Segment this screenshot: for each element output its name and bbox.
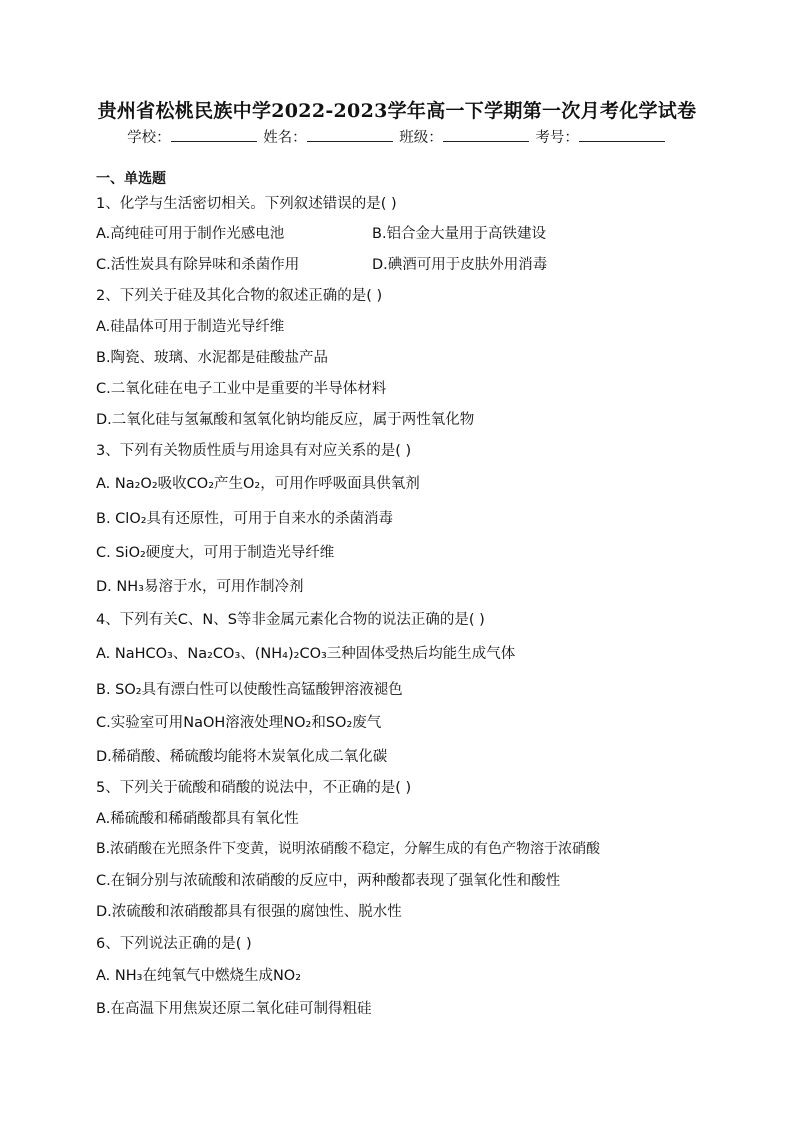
class-label: 班级： (399, 130, 443, 146)
exam-number-label: 考号： (535, 130, 579, 146)
question-5-option-a: A.稀硫酸和稀硝酸都具有氧化性 (96, 811, 299, 827)
question-1-option-c: C.活性炭具有除异味和杀菌作用 (96, 257, 300, 273)
question-4-stem: 4、下列有关C、N、S等非金属元素化合物的说法正确的是( ) (96, 612, 485, 628)
question-3-option-b: B. ClO₂具有还原性，可用于自来水的杀菌消毒 (96, 511, 394, 527)
question-6-stem: 6、下列说法正确的是( ) (96, 936, 252, 952)
question-2-stem: 2、下列关于硅及其化合物的叙述正确的是( ) (96, 288, 383, 304)
question-5-option-d: D.浓硫酸和浓硝酸都具有很强的腐蚀性、脱水性 (96, 904, 402, 920)
question-3-option-c: C. SiO₂硬度大，可用于制造光导纤维 (96, 545, 335, 561)
exam-title: 贵州省松桃民族中学2022-2023学年高一下学期第一次月考化学试卷 (97, 100, 697, 122)
school-label: 学校： (127, 130, 171, 146)
school-blank (171, 127, 257, 142)
question-2-option-d: D.二氧化硅与氢氟酸和氢氧化钠均能反应，属于两性氧化物 (96, 412, 475, 428)
question-4-option-c: C.实验室可用NaOH溶液处理NO₂和SO₂废气 (96, 715, 382, 731)
question-1-options-row-1 (96, 222, 716, 243)
name-label: 姓名： (263, 130, 307, 146)
question-4-option-d: D.稀硝酸、稀硫酸均能将木炭氧化成二氧化碳 (96, 749, 388, 765)
name-blank (307, 127, 393, 142)
question-4-option-a: A. NaHCO₃、Na₂CO₃、(NH₄)₂CO₃三种固体受热后均能生成气体 (96, 646, 516, 662)
question-3-option-d: D. NH₃易溶于水，可用作制冷剂 (96, 579, 304, 595)
question-1-option-d: D.碘酒可用于皮肤外用消毒 (372, 257, 548, 273)
section-heading: 一、单选题 (96, 171, 166, 187)
question-1-option-a: A.高纯硅可用于制作光感电池 (96, 226, 285, 242)
question-6-option-a: A. NH₃在纯氧气中燃烧生成NO₂ (96, 968, 302, 984)
class-blank (443, 127, 529, 142)
exam-number-blank (579, 127, 665, 142)
question-1-option-b: B.铝合金大量用于高铁建设 (372, 226, 547, 242)
question-4-option-b: B. SO₂具有漂白性可以使酸性高锰酸钾溶液褪色 (96, 682, 403, 698)
question-5-option-c: C.在铜分别与浓硫酸和浓硝酸的反应中，两种酸都表现了强氧化性和酸性 (96, 873, 561, 889)
student-info-row (0, 126, 794, 147)
question-1-options-row-2 (96, 253, 716, 274)
question-6-option-b: B.在高温下用焦炭还原二氧化硅可制得粗硅 (96, 1001, 372, 1017)
question-2-option-b: B.陶瓷、玻璃、水泥都是硅酸盐产品 (96, 350, 329, 366)
question-3-stem: 3、下列有关物质性质与用途具有对应关系的是( ) (96, 443, 412, 459)
question-2-option-c: C.二氧化硅在电子工业中是重要的半导体材料 (96, 381, 387, 397)
question-3-option-a: A. Na₂O₂吸收CO₂产生O₂，可用作呼吸面具供氧剂 (96, 476, 420, 492)
question-1-stem: 1、化学与生活密切相关。下列叙述错误的是( ) (96, 196, 397, 212)
question-5-stem: 5、下列关于硫酸和硝酸的说法中，不正确的是( ) (96, 780, 412, 796)
question-5-option-b: B.浓硝酸在光照条件下变黄，说明浓硝酸不稳定，分解生成的有色产物溶于浓硝酸 (96, 841, 601, 857)
question-2-option-a: A.硅晶体可用于制造光导纤维 (96, 319, 285, 335)
